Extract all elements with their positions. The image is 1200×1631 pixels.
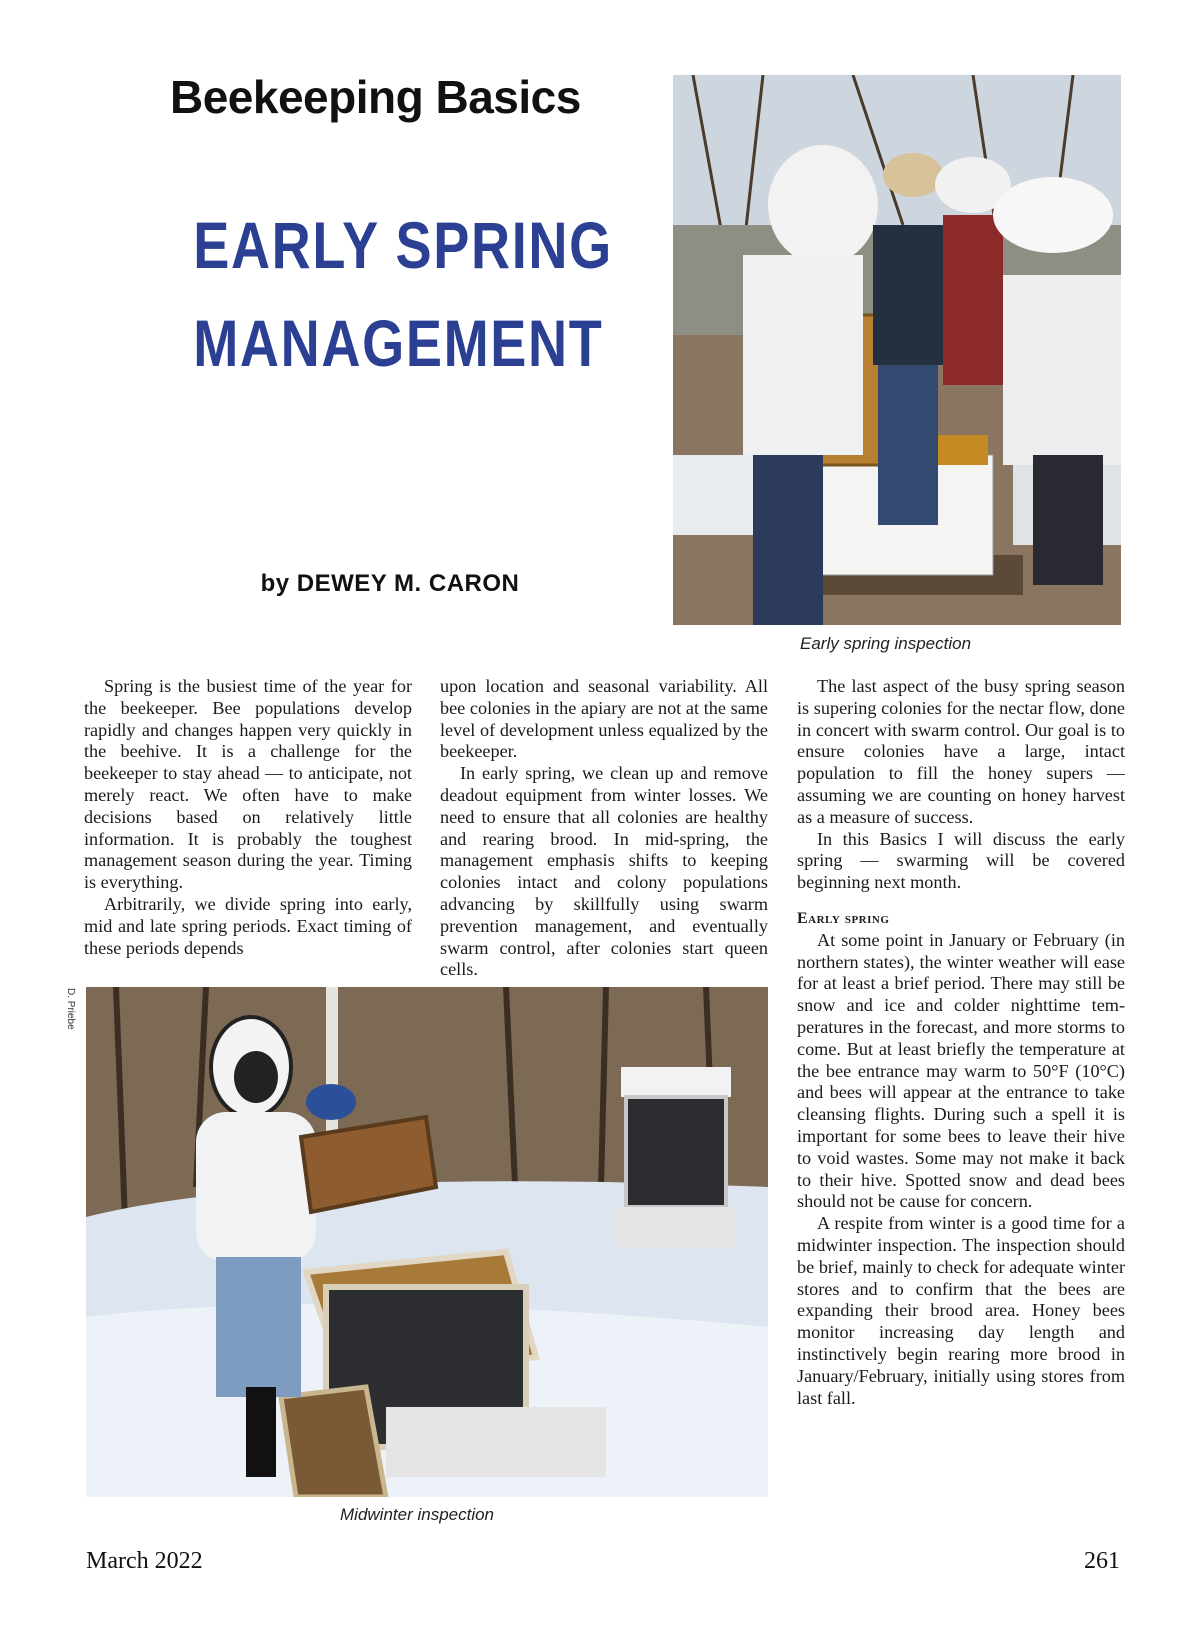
paragraph: upon location and seasonal variability. All bee colonies in the apiary are not at the same level of development unless equalized by the beekeeper. xyxy=(440,676,768,762)
photo-early-spring-inspection xyxy=(673,75,1121,625)
paragraph: In this Basics I will discuss the early spring — swarming will be covered beginning next month. xyxy=(797,828,1125,893)
section-title: Beekeeping Basics xyxy=(170,71,581,123)
text-column-3 xyxy=(797,676,1125,1409)
subhead-early-spring: Early spring xyxy=(797,909,890,927)
paragraph: In early spring, we clean up and remove deadout equipment from winter losses. We need to ensure that all colonies are healthy and rearing brood. In mid-spring, the management emphasis shifts to keeping colonies intact and colony populations advancing by skillfully using swarm prevention management, and eventually swarm control, after colonies start queen cells. xyxy=(440,763,768,980)
paragraph: At some point in January or February (in northern states), the winter weather will ease for at least a brief period. There may still be snow and ice and colder nighttime temperatures in the forecast, and more storms to come. But at least briefly the temperature at the bee entrance may warm to 50°F (10°C) and bees will appear at the entrance to take cleansing flights. During such a spell it is important for some bees to leave their hive to void wastes. Some may not make it back to their hive. Spotted snow and dead bees should not be cause for concern. xyxy=(797,929,1125,1212)
headline-line-2: MANAGEMENT xyxy=(193,306,604,380)
headline-line-1: EARLY SPRING xyxy=(193,208,613,282)
text-column-2 xyxy=(440,676,768,981)
paragraph: Spring is the busiest time of the year for the beekeeper. Bee populations develop rapidly and changes happen very quickly in the beehive. It is a challenge for the beekeeper to stay ahead — to anticipate, not merely react. We often have to make decisions based on relatively little information. It is probably the toughest management season during the year. Timing is everything. xyxy=(84,676,412,893)
caption-top-photo: Early spring inspection xyxy=(800,634,972,653)
text-column-1 xyxy=(84,676,412,959)
paragraph: Arbitrarily, we divide spring into early, mid and late spring periods. Exact timing of these periods depends xyxy=(84,893,412,958)
paragraph: A respite from winter is a good time for a midwinter inspection. The inspection should be brief, mainly to check for adequate winter stores and to confirm that the bees are expanding their brood area. Honey bees monitor increasing day length and instinctively begin rearing more brood in January/February, initially using stores from last fall. xyxy=(797,1213,1125,1408)
page-number: 261 xyxy=(1084,1548,1120,1574)
photo-credit: D. Priebe xyxy=(65,988,76,1030)
paragraph: The last aspect of the busy spring season is supering colonies for the nectar flow, done in concert with swarm control. Our goal is to ensure colonies have a large, intact population to fill the honey supers — assuming we are counting on honey harvest as a measure of success. xyxy=(797,676,1125,827)
byline: by DEWEY M. CARON xyxy=(260,570,520,597)
caption-bottom-photo: Midwinter inspection xyxy=(340,1505,495,1524)
article-headline xyxy=(193,196,613,392)
footer-date: March 2022 xyxy=(86,1548,203,1574)
photo-midwinter-inspection xyxy=(86,987,768,1497)
